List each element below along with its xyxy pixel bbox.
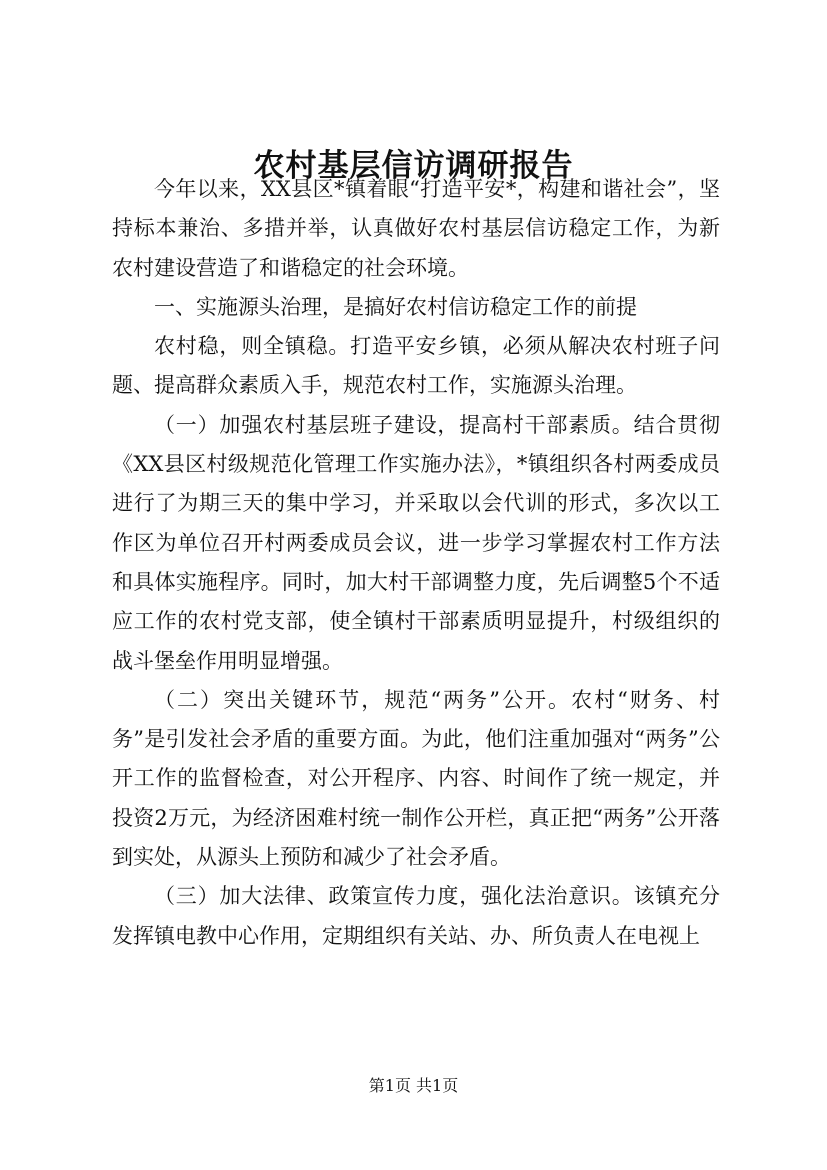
document-body: [112, 170, 720, 956]
paragraph-item-3: （三）加大法律、政策宣传力度，强化法治意识。该镇充分发挥镇电教中心作用，定期组织有关站、办、所负责人在电视上: [112, 884, 720, 948]
section-heading-1: 一、实施源头治理，是搞好农村信访稳定工作的前提: [154, 294, 637, 319]
paragraph-item-1: （一）加强农村基层班子建设，提高村干部素质。结合贯彻《XX县区村级规范化管理工作实施办法》，*镇组织各村两委成员进行了为期三天的集中学习，并采取以会代训的形式，多次以工作区为单位召开村两委成员会议，进一步学习掌握农村工作方法和具体实施程序。同时，加大村干部调整力度，先后调整5个不适应工作的农村党支部，使全镇村干部素质明显提升，村级组织的战斗堡垒作用明显增强。: [112, 412, 720, 673]
paragraph-item-2: （二）突出关键环节，规范“两务”公开。农村“财务、村务”是引发社会矛盾的重要方面。为此，他们注重加强对“两务”公开工作的监督检查，对公开程序、内容、时间作了统一规定，并投资2万元，为经济困难村统一制作公开栏，真正把“两务”公开落到实处，从源头上预防和减少了社会矛盾。: [112, 687, 720, 870]
paragraph-intro: 今年以来，XX县区*镇着眼“打造平安*，构建和谐社会”，坚持标本兼治、多措并举，认真做好农村基层信访稳定工作，为新农村建设营造了和谐稳定的社会环境。: [112, 177, 720, 280]
page-footer: 第1页 共1页: [368, 1076, 459, 1095]
document-title: 农村基层信访调研报告: [253, 148, 574, 184]
paragraph-section-1-lead: 农村稳，则全镇稳。打造平安乡镇，必须从解决农村班子问题、提高群众素质入手，规范农村工作，实施源头治理。: [112, 334, 720, 398]
